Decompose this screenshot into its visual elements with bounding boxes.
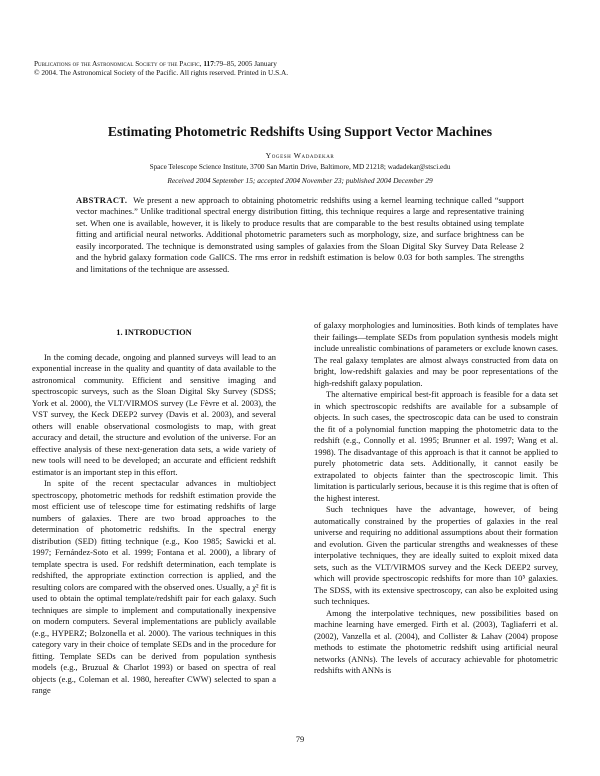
paragraph: The alternative empirical best-fit approach is feasible for a data set in which spectroscopic redshifts are available for a subsample of objects. In such cases, the spectroscopic data can be used to constrain the fit of a polynomial function mapping the photometric data to the redshift (e.g., Connolly et al. 1995; Brunner et al. 1997; Wang et al. 1998). The disadvantage of this approach is that it cannot be applied to purely photometric data sets. Additionally, it cannot easily be extrapolated to objects fainter than the spectroscopic limit. This limitation is particularly serious, because it is this regime that is often of the highest interest. xyxy=(314,389,558,503)
journal-citation-line xyxy=(34,59,454,68)
abstract xyxy=(76,195,524,275)
paper-title: Estimating Photometric Redshifts Using Support Vector Machines xyxy=(107,124,493,139)
section-heading: 1. INTRODUCTION xyxy=(116,328,192,337)
paragraph: Among the interpolative techniques, new possibilities based on machine learning have emerged. Firth et al. (2003), Tagliaferri et al. (2002), Vanzella et al. (2004), and Collister & Lahav (2004) propose methods to estimate the photometric redshift using artificial neural networks (ANNs). The levels of accuracy achievable for photometric redshifts with ANNs is xyxy=(314,607,558,675)
abstract-text: We present a new approach to obtaining photometric redshifts using a kernel learning technique called “support vector machines.” Unlike traditional spectral energy distribution fitting, this technique requires a large and representative training set. When one is available, however, it is likely to produce results that are comparable to the best results obtained using template fitting and artificial neural networks. Additional photometric parameters such as morphology, size, and surface brightness can be easily incorporated. The technique is demonstrated using samples of galaxies from the Sloan Digital Sky Survey Data Release 2 and the hybrid galaxy formation code GalICS. The rms error in redshift estimation is below 0.03 for both samples. The strengths and limitations of the technique are assessed. xyxy=(76,195,524,274)
paragraph: In spite of the recent spectacular advances in multiobject spectroscopy, photometric methods for redshift estimation provide the most efficient use of telescope time for estimating redshifts of large numbers of galaxies. There are two broad approaches to the determination of photometric redshifts. In the spectral energy distribution (SED) fitting technique (e.g., Koo 1985; Sawicki et al. 1997; Fernández-Soto et al. 1999; Fontana et al. 2000), a library of template spectra is used. For redshift determination, each template is redshifted, the appropriate extinction correction is applied, and the resulting colors are compared with the observed ones. Usually, a χ² fit is used to obtain the optimal template/redshift pair for each galaxy. Such techniques are simple to implement and computationally inexpensive on modern computers. Several implementations are publicly available (e.g., HYPERZ; Bolzonella et al. 2000). The various techniques in this category vary in their choice of template SEDs and in the procedure for fitting. Template SEDs can be derived from population synthesis models (e.g., Bruzual & Charlot 1993) or based on spectra of real objects (e.g., Coleman et al. 1980, hereafter CWW) selected to span a range xyxy=(32,478,276,695)
copyright-line: © 2004. The Astronomical Society of the Pacific. All rights reserved. Printed in U.S.A. xyxy=(34,68,289,78)
journal-header xyxy=(34,59,454,78)
abstract-label: ABSTRACT. xyxy=(76,195,128,205)
paragraph: of galaxy morphologies and luminosities. Both kinds of templates have their failings—template SEDs from population synthesis models might include unrealistic combinations of parameters or exclude known cases. The real galaxy templates are almost always constructed from data on bright, low-redshift galaxies and may be poor representations of the high-redshift galaxy population. xyxy=(314,320,558,388)
journal-name: Publications of the Astronomical Society of the Pacific, xyxy=(34,59,202,68)
right-column xyxy=(314,320,558,677)
page-number: 79 xyxy=(295,734,305,744)
author-affiliation: Space Telescope Science Institute, 3700 San Martin Drive, Baltimore, MD 21218; wadadekar@stsci.edu xyxy=(149,163,451,171)
paragraph: In the coming decade, ongoing and planned surveys will lead to an exponential increase in the quality and quantity of data available to the astronomical community. Efficient and sensitive imaging and spectroscopic surveys, such as the Sloan Digital Sky Survey (SDSS; York et al. 2000), the VLT/VIRMOS survey (Le Fèvre et al. 2003), the VST survey, the Keck DEEP2 survey (Davis et al. 2003), and several others will enable observational cosmologists to map, with great accuracy and detail, the structure and evolution of the universe. For an effective analysis of these next-generation data sets, a wide variety of new tools will need to be developed; an accurate and efficient redshift estimator is an important step in this effort. xyxy=(32,351,276,477)
author-name: Yogesh Wadadekar xyxy=(265,151,335,160)
journal-pages-date: :79–85, 2005 January xyxy=(213,59,277,68)
journal-volume: 117 xyxy=(203,59,214,68)
paragraph: Such techniques have the advantage, however, of being automatically constrained by the properties of galaxies in the real universe and requiring no additional assumptions about their formation and evolution. Given the particular strengths and weaknesses of these interpolative techniques, they are ideally suited to exploit mixed data sets, such as the VLT/VIRMOS survey and the Keck DEEP2 survey, which will provide spectroscopic redshifts for more than 10⁵ galaxies. The SDSS, with its extensive spectroscopy, can also be exploited using such techniques. xyxy=(314,504,558,606)
publication-dates: Received 2004 September 15; accepted 2004 November 23; published 2004 December 29 xyxy=(167,176,433,185)
left-column xyxy=(32,327,276,697)
